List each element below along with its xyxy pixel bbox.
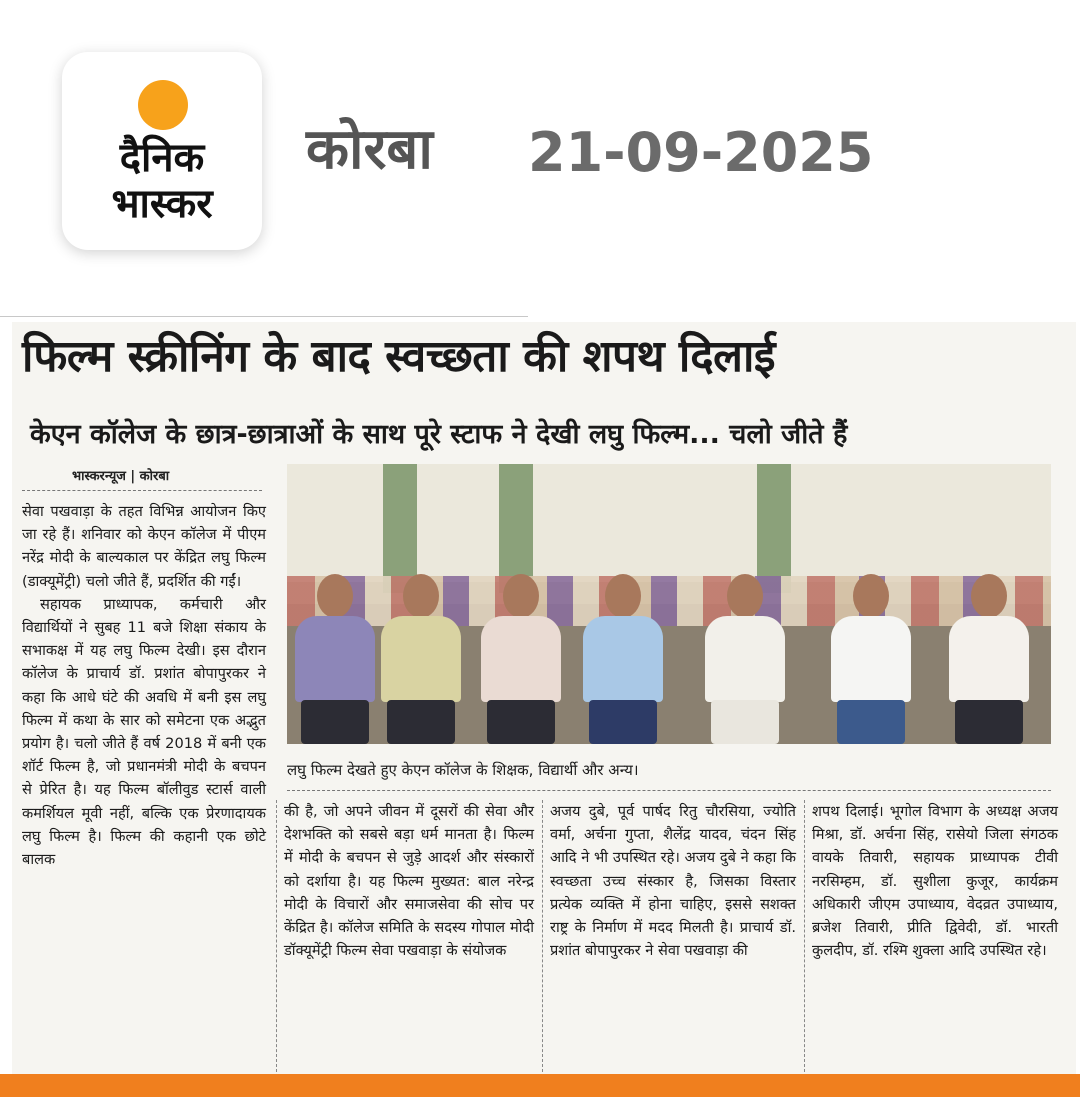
article-headline: फिल्म स्क्रीनिंग के बाद स्वच्छता की शपथ दिलाई bbox=[22, 331, 776, 382]
article-subheadline: केएन कॉलेज के छात्र-छात्राओं के साथ पूरे स्टाफ ने देखी लघु फिल्म... चलो जीते हैं bbox=[30, 419, 848, 450]
article-photo bbox=[287, 464, 1051, 744]
paragraph: सहायक प्राध्यापक, कर्मचारी और विद्यार्थियों ने सुबह 11 बजे शिक्षा संकाय के सभाकक्ष में यह लघु फिल्म देखी। इस दौरान कॉलेज के प्राचार्य डॉ. प्रशांत बोपापुरकर ने कहा कि आधे घंटे की अवधि में बनी इस लघु फिल्म में कथा के सार को समेटना एक अद्भुत प्रयोग है। चलो जीते हैं वर्ष 2018 में बनी एक शॉर्ट फिल्म है, जो प्रधानमंत्री मोदी के बचपन से प्रेरित है। यह फिल्म बॉलीवुड स्टार्स वाली कमर्शियल मूवी नहीं, बल्कि एक प्रेरणादायक लघु फिल्म है। फिल्म की कहानी एक छोटे बालक bbox=[22, 595, 266, 869]
photo-person bbox=[473, 574, 569, 744]
sun-icon bbox=[138, 80, 188, 130]
column-divider bbox=[804, 800, 805, 1072]
edition-city: कोरबा bbox=[306, 117, 433, 182]
article-column-3 bbox=[550, 800, 796, 962]
byline-divider bbox=[22, 490, 262, 491]
photo-caption: लघु फिल्म देखते हुए केएन कॉलेज के शिक्षक, विद्यार्थी और अन्य। bbox=[287, 761, 639, 779]
article-column-1 bbox=[22, 500, 266, 871]
byline: भास्करन्यूज | कोरबा bbox=[72, 469, 170, 484]
photo-person bbox=[697, 574, 793, 744]
column-divider bbox=[542, 800, 543, 1072]
brand-line-1: दैनिक bbox=[119, 135, 205, 181]
paragraph: अजय दुबे, पूर्व पार्षद रितु चौरसिया, ज्योति वर्मा, अर्चना गुप्ता, शैलेंद्र यादव, चंदन सिंह आदि ने भी उपस्थित रहे। अजय दुबे ने कहा कि स्वच्छता उच्च संस्कार है, जिसका विस्तार प्रत्येक व्यक्ति में होना चाहिए, इससे सशक्त राष्ट्र के निर्माण में मदद मिलती है। प्राचार्य डॉ. प्रशांत बोपापुरकर ने सेवा पखवाड़ा की bbox=[550, 803, 796, 960]
photo-person bbox=[287, 574, 383, 744]
caption-divider bbox=[287, 790, 1051, 791]
paragraph: की है, जो अपने जीवन में दूसरों की सेवा और देशभक्ति को सबसे बड़ा धर्म मानता है। फिल्म में मोदी के बचपन से जुड़े आदर्श और संस्कारों को दर्शाया है। यह फिल्म मुख्यत: बाल नरेन्द्र मोदी के विचारों और समाजसेवा की सोच पर केंद्रित है। कॉलेज समिति के सदस्य गोपाल मोदी डॉक्यूमेंट्री फिल्म सेवा पखवाड़ा के संयोजक bbox=[284, 803, 534, 960]
photo-person bbox=[823, 574, 919, 744]
article-column-2 bbox=[284, 800, 534, 962]
article-column-4 bbox=[812, 800, 1058, 962]
brand-logo bbox=[62, 52, 262, 250]
brand-line-2: भास्कर bbox=[111, 181, 213, 227]
column-divider bbox=[276, 800, 277, 1072]
clipping-top-rule bbox=[0, 316, 528, 317]
photo-person bbox=[373, 574, 469, 744]
accent-bar bbox=[0, 1074, 1080, 1097]
photo-person bbox=[575, 574, 671, 744]
photo-person bbox=[941, 574, 1037, 744]
paragraph: सेवा पखवाड़ा के तहत विभिन्न आयोजन किए जा रहे हैं। शनिवार को केएन कॉलेज में पीएम नरेंद्र मोदी के बाल्यकाल पर केंद्रित लघु फिल्म (डाक्यूमेंट्री) चलो जीते हैं, प्रदर्शित की गईं। bbox=[22, 503, 266, 590]
edition-date: 21-09-2025 bbox=[528, 121, 874, 184]
paragraph: शपथ दिलाई। भूगोल विभाग के अध्यक्ष अजय मिश्रा, डॉ. अर्चना सिंह, रासेयो जिला संगठक वायके तिवारी, सहायक प्राध्यापक टीवी नरसिम्हम, डॉ. सुशीला कुजूर, कार्यक्रम अधिकारी जीएम उपाध्याय, वेदव्रत उपाध्याय, ब्रजेश तिवारी, प्रीति द्विवेदी, डॉ. भारती कुलदीप, डॉ. रश्मि शुक्ला आदि उपस्थित रहे। bbox=[812, 803, 1058, 960]
